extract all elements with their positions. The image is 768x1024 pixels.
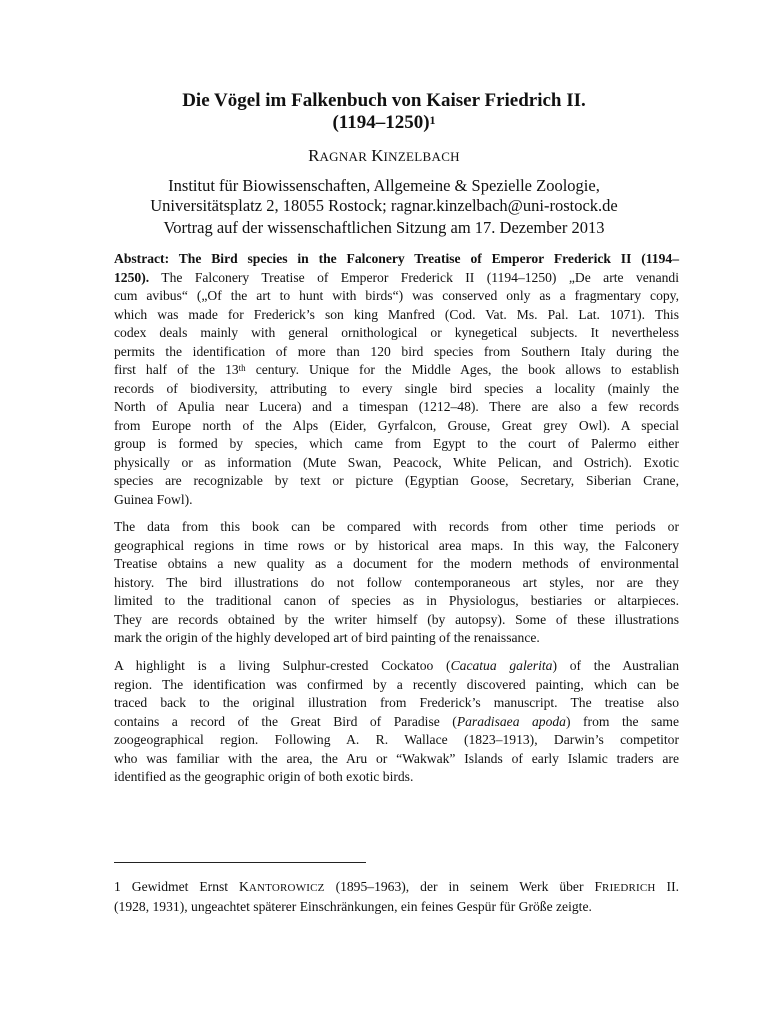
text-line: limited to the traditional canon of species as in Physiologus, bestiaries or altarpieces. [114,593,679,608]
title-line-2 [100,112,668,134]
author-first-rest: AGNAR [319,149,368,164]
author-first-initial: R [308,146,320,165]
text-span: first half of the 13 [114,362,239,377]
text-span: 1 Gewidmet Ernst K [114,879,249,894]
small-caps-name: RIEDRICH [602,882,656,894]
footnote [114,878,679,916]
text-span: ) of the Australian [552,658,679,673]
text-line: codex deals mainly with general ornithological or kynegetical subjects. It nevertheless [114,325,679,340]
species-name: Paradisaea apoda [456,713,566,729]
text-span: century. Unique for the Middle Ages, the book allows to establish [245,362,680,377]
text-line [114,713,679,732]
text-line: The data from this book can be compared with records from other time periods or [114,519,679,534]
affiliation-line-1: Institut für Biowissenschaften, Allgemeine & Spezielle Zoologie, [168,176,600,195]
text-line: history. The bird illustrations do not follow contemporaneous art styles, nor are they [114,574,679,590]
text-line: traced back to the original illustration from Frederick’s manuscript. The treatise also [114,695,679,710]
talk-note: Vortrag auf der wissenschaftlichen Sitzung am 17. Dezember 2013 [163,218,605,237]
text-span: II. [655,879,680,894]
text-line: from Europe north of the Alps (Eider, Gyrfalcon, Grouse, Great grey Owl). A special [114,417,679,433]
text-line: which was made for Frederick’s son king Manfred (Cod. Vat. Ms. Pal. Lat. 1071). This [114,306,679,322]
text-line: geographical regions in time rows or by historical area maps. In this way, the Falconery [114,537,679,553]
text-line: records of biodiversity, attributing to every single bird species a locality (mainly the [114,380,679,396]
text-line [114,361,679,380]
paper-title [100,90,668,134]
text-line: physically or as information (Mute Swan, Peacock, White Pelican, and Ostrich). Exotic [114,454,679,470]
text-line: species are recognizable by text or picture (Egyptian Goose, Secretary, Siberian Crane, [114,473,679,488]
text-line: Guinea Fowl). [114,491,193,507]
text-line: permits the identification of more than 120 bird species from Southern Italy during the [114,343,679,359]
text-line: who was familiar with the area, the Aru or “Wakwak” Islands of early Islamic traders are [114,750,679,766]
footnote-separator [114,862,366,863]
text-line: cum avibus“ („Of the art to hunt with birds“) was conserved only as a fragmentary copy, [114,288,679,303]
abstract-paragraph [114,250,679,509]
abstract-heading-end: 1250). [114,269,150,285]
title-years: (1194–1250) [332,112,430,133]
title-line-1: Die Vögel im Falkenbuch von Kaiser Friedrich II. [182,90,586,111]
author-last-initial: K [371,146,384,165]
body-paragraph-2 [114,518,679,648]
text-line: They are records obtained by the writer himself (by autopsy). Some of these illustrations [114,611,679,627]
abstract-heading: Abstract: The Bird species in the Falconery Treatise of Emperor Frederick II (1194– [114,251,679,266]
author-last-rest: INZELBACH [383,149,460,164]
text-line: North of Apulia near Lucera) and a timespan (1212–48). There are also a few records [114,399,679,414]
species-name: Cacatua galerita [450,658,553,673]
text-span: The Falconery Treatise of Emperor Frederick II (1194–1250) „De arte venandi [149,269,679,285]
text-span: (1895–1963), der in seinem Werk über F [324,879,603,894]
affiliation-line-2: Universitätsplatz 2, 18055 Rostock; ragnar.kinzelbach@uni-rostock.de [150,196,618,215]
small-caps-name: ANTOROWICZ [248,882,325,894]
text-line: zoogeographical region. Following A. R. Wallace (1823–1913), Darwin’s competitor [114,732,679,747]
author-name [100,146,668,167]
text-line [114,250,679,269]
title-footnote-mark: 1 [429,113,436,127]
text-span: ) from the same [565,713,679,729]
superscript: th [238,363,246,373]
text-line: mark the origin of the highly developed art of bird painting of the renaissance. [114,630,540,645]
text-line: Treatise obtains a new quality as a document for the modern methods of environmental [114,556,679,571]
text-line [114,657,679,676]
text-line: (1928, 1931), ungeachtet späterer Einschränkungen, ein feines Gespür für Größe zeigte. [114,898,592,914]
text-line: region. The identification was confirmed by a recently discovered painting, which can be [114,676,679,692]
text-span: contains a record of the Great Bird of Paradise ( [114,713,457,729]
text-line [114,878,679,898]
text-line: identified as the geographic origin of both exotic birds. [114,769,414,784]
text-line: group is formed by species, which came from Egypt to the court of Palermo either [114,436,679,451]
text-line [114,269,679,288]
affiliation [90,176,678,216]
text-span: A highlight is a living Sulphur-crested Cockatoo ( [114,658,451,673]
body-paragraph-3 [114,657,679,787]
